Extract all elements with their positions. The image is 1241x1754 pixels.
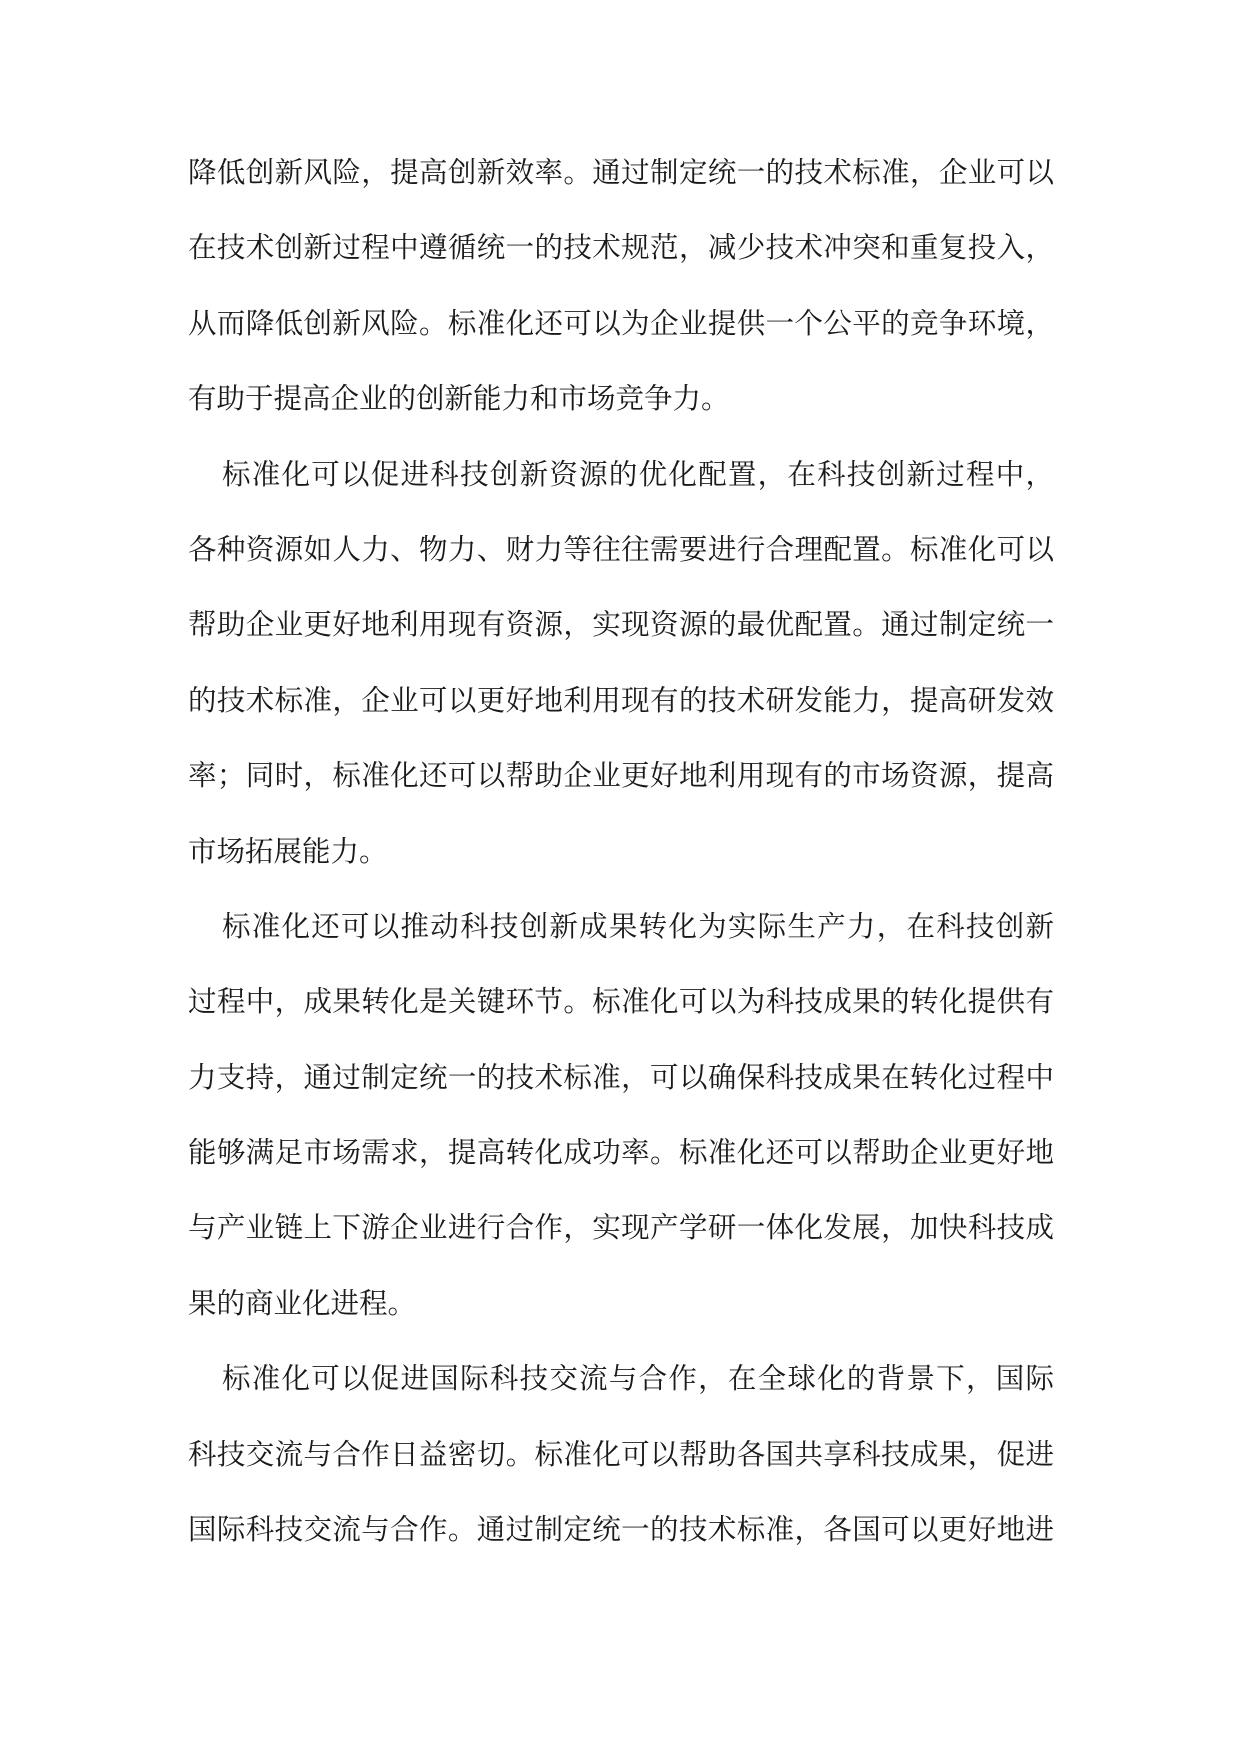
text-line: 能够满足市场需求，提高转化成功率。标准化还可以帮助企业更好地	[188, 1136, 1054, 1170]
text-line: 科技交流与合作日益密切。标准化可以帮助各国共享科技成果，促进	[188, 1437, 1054, 1471]
text-line: 市场拓展能力。	[188, 834, 388, 868]
text-line: 降低创新风险，提高创新效率。通过制定统一的技术标准，企业可以	[188, 156, 1054, 189]
paragraph-4	[188, 1341, 1054, 1567]
text-line: 标准化还可以推动科技创新成果转化为实际生产力，在科技创新	[222, 909, 1054, 943]
paragraph-1	[188, 135, 1054, 437]
text-line: 标准化可以促进科技创新资源的优化配置，在科技创新过程中，	[222, 457, 1054, 491]
text-line: 各种资源如人力、物力、财力等往往需要进行合理配置。标准化可以	[188, 532, 1054, 566]
text-line: 率；同时，标准化还可以帮助企业更好地利用现有的市场资源，提高	[188, 759, 1054, 793]
text-line: 过程中，成果转化是关键环节。标准化可以为科技成果的转化提供有	[188, 985, 1054, 1019]
paragraph-2	[188, 437, 1054, 889]
text-line: 国际科技交流与合作。通过制定统一的技术标准，各国可以更好地进	[188, 1513, 1054, 1547]
paragraph-3	[188, 889, 1054, 1341]
text-line: 与产业链上下游企业进行合作，实现产学研一体化发展，加快科技成	[188, 1211, 1054, 1245]
text-line: 帮助企业更好地利用现有资源，实现资源的最优配置。通过制定统一	[188, 608, 1054, 642]
text-line: 标准化可以促进国际科技交流与合作，在全球化的背景下，国际	[222, 1362, 1054, 1396]
text-line: 在技术创新过程中遵循统一的技术规范，减少技术冲突和重复投入，	[188, 231, 1054, 265]
text-line: 果的商业化进程。	[188, 1286, 417, 1320]
text-line: 从而降低创新风险。标准化还可以为企业提供一个公平的竞争环境，	[188, 306, 1054, 340]
text-line: 的技术标准，企业可以更好地利用现有的技术研发能力，提高研发效	[188, 683, 1054, 717]
text-line: 力支持，通过制定统一的技术标准，可以确保科技成果在转化过程中	[188, 1060, 1054, 1094]
body-text	[188, 135, 1054, 1567]
text-line: 有助于提高企业的创新能力和市场竞争力。	[188, 382, 730, 416]
